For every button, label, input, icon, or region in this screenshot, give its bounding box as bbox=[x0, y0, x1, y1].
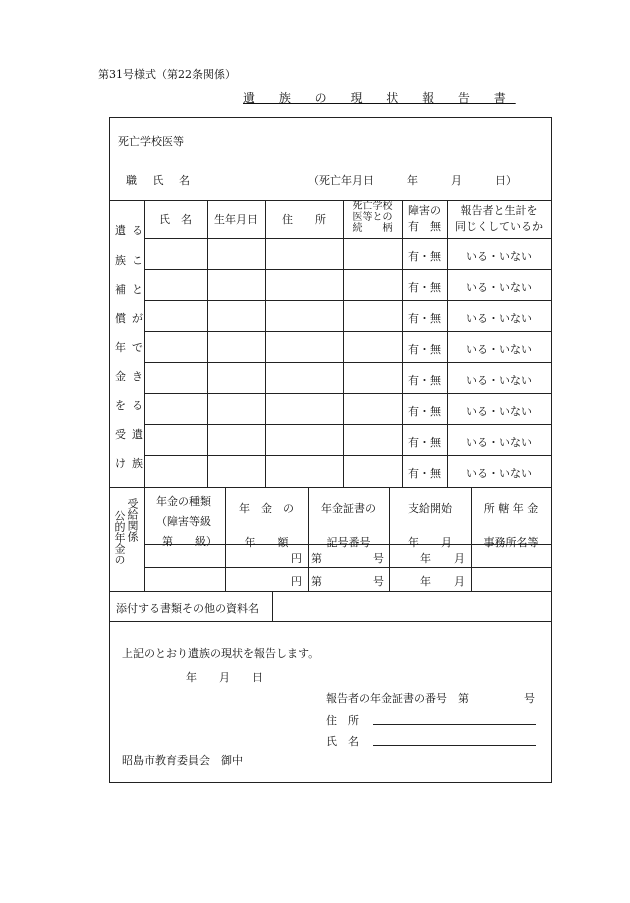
start-line-2: 年 月 bbox=[408, 536, 452, 549]
side-chars-9: け族 bbox=[115, 457, 149, 470]
cert-line-1: 年金証書の bbox=[321, 502, 376, 515]
disability-choice-6[interactable]: 有・無 bbox=[408, 405, 441, 418]
livelihood-choice-8[interactable]: いる・いない bbox=[466, 467, 532, 480]
side-chars-7: をる bbox=[115, 399, 149, 412]
gou-1: 号 bbox=[373, 552, 384, 565]
tsuki-2: 月 bbox=[454, 575, 465, 588]
disability-choice-8[interactable]: 有・無 bbox=[408, 467, 441, 480]
col-header-livelihood bbox=[447, 203, 551, 235]
pension-office-header bbox=[471, 492, 551, 560]
disability-choice-7[interactable]: 有・無 bbox=[408, 436, 441, 449]
nen-1: 年 bbox=[420, 552, 431, 565]
office-line-1: 所 轄 年 金 bbox=[483, 502, 539, 515]
disability-line-1: 障害の bbox=[408, 204, 441, 217]
livelihood-line-1: 報告者と生計を bbox=[460, 204, 538, 217]
report-date: 年 月 日 bbox=[186, 671, 263, 684]
reporter-name-label: 氏 名 bbox=[326, 735, 359, 748]
side-chars-4: 償が bbox=[115, 312, 149, 325]
disability-choice-1[interactable]: 有・無 bbox=[408, 250, 441, 263]
relation-line-1: 死亡学校 bbox=[352, 201, 393, 212]
yen-2: 円 bbox=[291, 575, 302, 588]
reporter-cert-number: 報告者の年金証書の番号 第 号 bbox=[326, 692, 535, 705]
side-chars-1: 遺る bbox=[115, 224, 149, 237]
gou-2: 号 bbox=[373, 575, 384, 588]
side-chars-6: 金き bbox=[115, 370, 149, 383]
attachment-label: 添付する書類その他の資料名 bbox=[116, 602, 259, 615]
form-number: 第31号様式（第22条関係） bbox=[98, 68, 236, 81]
livelihood-choice-5[interactable]: いる・いない bbox=[466, 374, 532, 387]
kind-line-2: （障害等級 bbox=[156, 515, 211, 528]
col-header-address: 住 所 bbox=[282, 213, 326, 226]
side-chars-2: 族こ bbox=[115, 254, 149, 267]
occupation-name-label: 職 氏 名 bbox=[126, 174, 196, 187]
report-statement: 上記のとおり遺族の現状を報告します。 bbox=[122, 647, 320, 660]
side-chars-8: 受遺 bbox=[115, 428, 149, 441]
dai-1: 第 bbox=[311, 552, 322, 565]
nen-2: 年 bbox=[420, 575, 431, 588]
yen-1: 円 bbox=[291, 552, 302, 565]
name-line[interactable] bbox=[373, 745, 536, 746]
office-line-2: 事務所名等 bbox=[483, 536, 539, 549]
disability-choice-2[interactable]: 有・無 bbox=[408, 281, 441, 294]
side-chars-5: 年で bbox=[115, 341, 149, 354]
col-header-relation bbox=[343, 201, 402, 234]
side-chars-3: 補と bbox=[115, 283, 149, 296]
tsuki-1: 月 bbox=[454, 552, 465, 565]
amount-line-2: 年 額 bbox=[244, 536, 289, 549]
relation-line-2: 医等との bbox=[352, 212, 393, 223]
start-line-1: 支給開始 bbox=[408, 502, 452, 515]
pension-side-col1: 公的年金の bbox=[113, 510, 126, 565]
school-doctor-label: 死亡学校医等 bbox=[118, 135, 184, 148]
col-header-disability bbox=[402, 203, 447, 235]
livelihood-choice-6[interactable]: いる・いない bbox=[466, 405, 532, 418]
disability-choice-5[interactable]: 有・無 bbox=[408, 374, 441, 387]
pension-side-col2: 受給関係 bbox=[126, 498, 139, 542]
livelihood-choice-4[interactable]: いる・いない bbox=[466, 343, 532, 356]
disability-line-2: 有 無 bbox=[408, 220, 441, 233]
addressee: 昭島市教育委員会 御中 bbox=[122, 754, 243, 767]
disability-choice-4[interactable]: 有・無 bbox=[408, 343, 441, 356]
livelihood-choice-7[interactable]: いる・いない bbox=[466, 436, 532, 449]
livelihood-choice-2[interactable]: いる・いない bbox=[466, 281, 532, 294]
pension-kind-header bbox=[156, 492, 217, 552]
dai-2: 第 bbox=[311, 575, 322, 588]
livelihood-choice-3[interactable]: いる・いない bbox=[466, 312, 532, 325]
death-date-label: （死亡年月日 年 月 日） bbox=[308, 174, 517, 187]
livelihood-line-2: 同じくしているか bbox=[455, 220, 543, 233]
col-header-birth: 生年月日 bbox=[214, 213, 258, 226]
livelihood-choice-1[interactable]: いる・いない bbox=[466, 250, 532, 263]
disability-choice-3[interactable]: 有・無 bbox=[408, 312, 441, 325]
reporter-address-label: 住 所 bbox=[326, 714, 359, 727]
kind-line-3: 第 級） bbox=[162, 535, 217, 548]
col-header-name: 氏 名 bbox=[159, 213, 192, 226]
amount-line-1: 年 金 の bbox=[239, 502, 294, 515]
document-title: 遺 族 の 現 状 報 告 書 bbox=[243, 91, 516, 105]
relation-line-3: 続 柄 bbox=[352, 223, 393, 234]
address-line[interactable] bbox=[373, 724, 536, 725]
kind-line-1: 年金の種類 bbox=[156, 495, 211, 508]
cert-line-2: 記号番号 bbox=[326, 536, 371, 549]
report-form bbox=[109, 117, 552, 783]
